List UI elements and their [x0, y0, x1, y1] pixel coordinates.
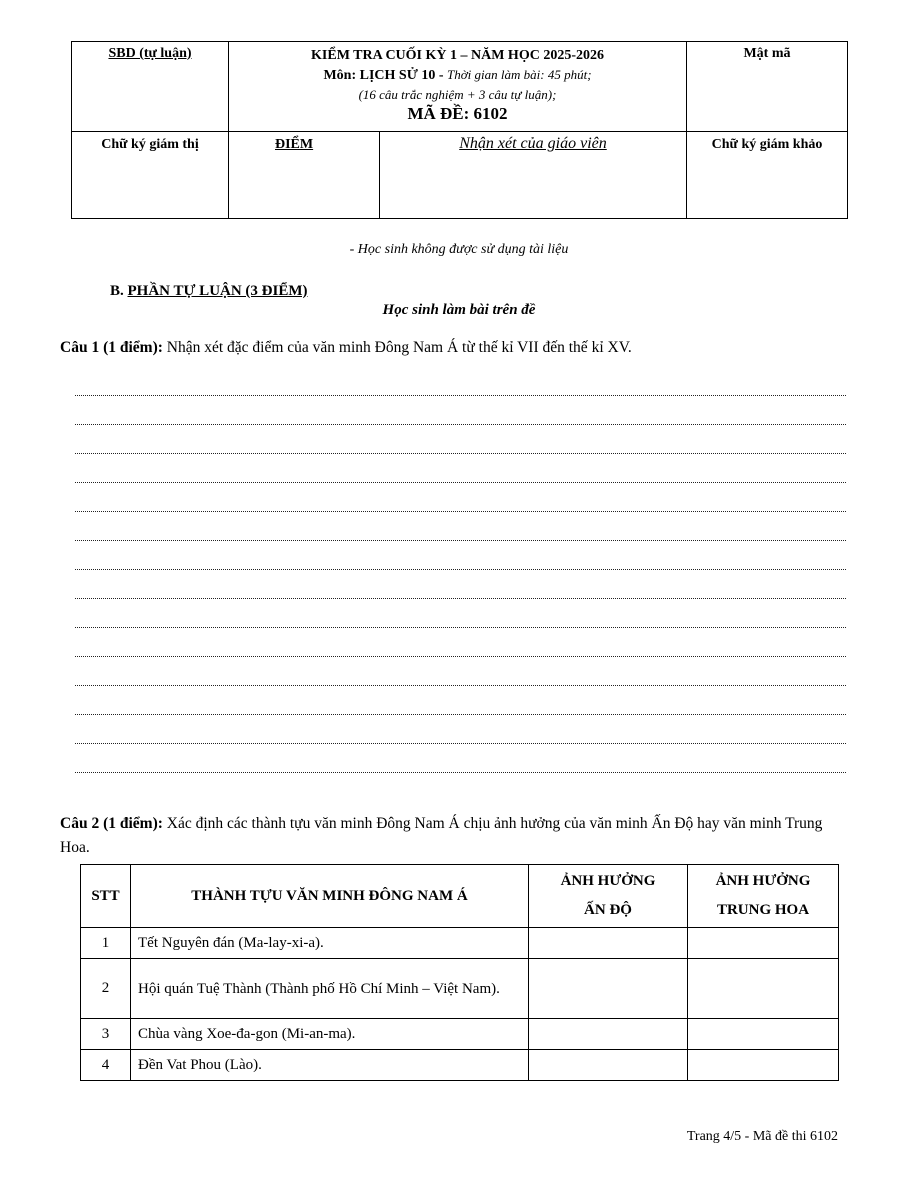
section-title: PHẦN TỰ LUẬN (3 ĐIỂM) — [127, 283, 308, 299]
answer-line[interactable] — [75, 540, 846, 541]
header-india — [529, 865, 688, 928]
india-answer-cell[interactable] — [529, 959, 688, 1019]
exam-title: KIỂM TRA CUỐI KỲ 1 – NĂM HỌC 2025-2026 — [311, 48, 604, 63]
india-answer-cell[interactable] — [529, 928, 688, 959]
row-stt: 2 — [81, 959, 131, 1019]
section-subtitle: Học sinh làm bài trên đề — [382, 302, 536, 318]
exam-subject-name: Môn: LỊCH SỬ 10 - — [323, 68, 444, 83]
secret-code-cell — [687, 42, 848, 132]
page-footer: Trang 4/5 - Mã đề thi 6102 — [686, 1129, 838, 1144]
row-achievement: Chùa vàng Xoe-đa-gon (Mi-an-ma). — [131, 1019, 529, 1050]
table-row — [81, 928, 839, 959]
exam-duration: Thời gian làm bài: 45 phút; — [447, 67, 592, 82]
header-achievement: THÀNH TỰU VĂN MINH ĐÔNG NAM Á — [131, 865, 529, 928]
question-2-label: Câu 2 (1 điểm): — [60, 815, 163, 832]
answer-line[interactable] — [75, 772, 846, 773]
answer-line[interactable] — [75, 453, 846, 454]
row-achievement: Hội quán Tuệ Thành (Thành phố Hồ Chí Minh – Việt Nam). — [131, 959, 529, 1019]
answer-line[interactable] — [75, 482, 846, 483]
score-label: ĐIỂM — [275, 137, 314, 152]
row-achievement: Đền Vat Phou (Lào). — [131, 1050, 529, 1081]
header-stt: STT — [81, 865, 131, 928]
china-answer-cell[interactable] — [688, 1019, 839, 1050]
header-china-line2: TRUNG HOA — [716, 902, 810, 918]
answer-line[interactable] — [75, 569, 846, 570]
header-india-line2: ẤN ĐỘ — [584, 902, 632, 918]
row-stt: 1 — [81, 928, 131, 959]
answer-line[interactable] — [75, 395, 846, 396]
india-answer-cell[interactable] — [529, 1019, 688, 1050]
answer-line[interactable] — [75, 511, 846, 512]
header-india-line1: ẢNH HƯỞNG — [560, 873, 656, 889]
answer-line[interactable] — [75, 598, 846, 599]
china-answer-cell[interactable] — [688, 1050, 839, 1081]
table-header-row — [81, 865, 839, 928]
answer-line[interactable] — [75, 685, 846, 686]
teacher-comment-cell — [380, 132, 687, 219]
sbd-cell — [72, 42, 229, 132]
proctor-sign-cell — [72, 132, 229, 219]
question-1-label: Câu 1 (1 điểm): — [60, 339, 163, 356]
answer-line[interactable] — [75, 656, 846, 657]
exam-question-count: (16 câu trắc nghiệm + 3 câu tự luận); — [358, 87, 557, 102]
teacher-comment-label: Nhận xét của giáo viên — [459, 135, 607, 152]
answer-line[interactable] — [75, 714, 846, 715]
exam-header-table — [71, 41, 848, 219]
examiner-sign-label: Chữ ký giám khảo — [711, 137, 823, 152]
header-china — [688, 865, 839, 928]
sbd-label: SBD (tự luận) — [108, 46, 192, 61]
score-cell — [229, 132, 380, 219]
question-2 — [60, 812, 850, 860]
question-2-text: Xác định các thành tựu văn minh Đông Nam Á chịu ảnh hưởng của văn minh Ấn Độ hay văn minh Trung Hoa. — [60, 815, 823, 856]
india-answer-cell[interactable] — [529, 1050, 688, 1081]
exam-subject — [229, 65, 686, 85]
section-heading — [110, 283, 308, 300]
question-1 — [60, 336, 860, 360]
answer-line[interactable] — [75, 627, 846, 628]
row-stt: 3 — [81, 1019, 131, 1050]
exam-code: MÃ ĐỀ: 6102 — [407, 104, 508, 123]
table-row — [81, 1050, 839, 1081]
answer-line[interactable] — [75, 743, 846, 744]
examiner-sign-cell — [687, 132, 848, 219]
row-achievement: Tết Nguyên đán (Ma-lay-xi-a). — [131, 928, 529, 959]
answer-line[interactable] — [75, 424, 846, 425]
section-prefix: B. — [110, 283, 124, 299]
question-1-text: Nhận xét đặc điểm của văn minh Đông Nam Á từ thế kỉ VII đến thế kỉ XV. — [166, 339, 632, 356]
table-row — [81, 1019, 839, 1050]
china-answer-cell[interactable] — [688, 959, 839, 1019]
header-china-line1: ẢNH HƯỞNG — [715, 873, 811, 889]
secret-code-label: Mật mã — [743, 46, 791, 61]
table-row — [81, 959, 839, 1019]
row-stt: 4 — [81, 1050, 131, 1081]
exam-info-cell — [229, 42, 687, 132]
china-answer-cell[interactable] — [688, 928, 839, 959]
proctor-sign-label: Chữ ký giám thị — [101, 137, 199, 152]
no-materials-note: - Học sinh không được sử dụng tài liệu — [349, 242, 569, 257]
achievement-table — [80, 864, 839, 1081]
